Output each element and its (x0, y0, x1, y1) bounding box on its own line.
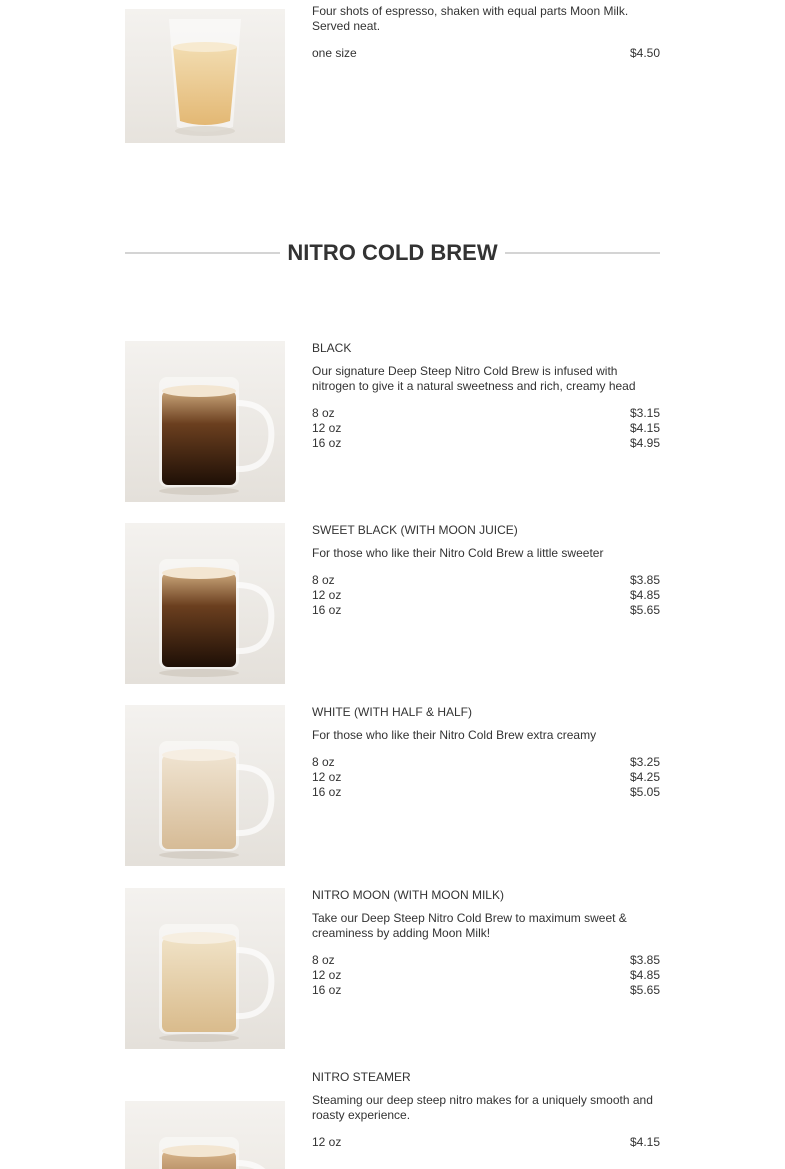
price-value: $5.05 (629, 785, 660, 799)
nitro-steamer-mug-image (125, 1070, 285, 1169)
divider-left (125, 252, 280, 254)
price-value: $4.85 (629, 968, 660, 982)
drink-photo-glass (125, 0, 285, 143)
size-label: 12 oz (312, 588, 342, 602)
item-description: For those who like their Nitro Cold Brew extra creamy (312, 728, 597, 742)
drink-photo-mug (125, 523, 285, 684)
price-row (312, 406, 660, 421)
menu-item-sweet-black (125, 523, 660, 684)
item-info (312, 1070, 660, 1150)
item-description: Four shots of espresso, shaken with equal parts Moon Milk. Served neat. (312, 4, 629, 33)
menu-item-white (125, 705, 660, 866)
price-row (312, 46, 660, 61)
item-name: NITRO MOON (WITH MOON MILK) (312, 888, 504, 902)
price-row (312, 1135, 660, 1150)
price-row (312, 421, 660, 436)
drink-photo-mug (125, 341, 285, 502)
item-name: NITRO STEAMER (312, 1070, 411, 1084)
item-description: Steaming our deep steep nitro makes for a uniquely smooth and roasty experience. (312, 1093, 653, 1122)
price-row (312, 436, 660, 451)
price-value: $5.65 (629, 603, 660, 617)
price-row (312, 603, 660, 618)
price-value: $4.50 (629, 46, 660, 60)
price-value: $4.15 (629, 421, 660, 435)
size-label: 8 oz (312, 573, 335, 587)
sweet-black-mug-image (125, 523, 285, 684)
section-title: NITRO COLD BREW (287, 240, 498, 265)
size-label: 8 oz (312, 406, 335, 420)
menu-item-top (125, 0, 660, 143)
price-row (312, 983, 660, 998)
size-label: 12 oz (312, 1135, 342, 1149)
item-description: For those who like their Nitro Cold Brew a little sweeter (312, 546, 604, 560)
price-value: $4.25 (629, 770, 660, 784)
price-row (312, 573, 660, 588)
price-value: $3.85 (629, 953, 660, 967)
item-info (312, 523, 660, 618)
menu-item-nitro-steamer (125, 1070, 660, 1169)
price-value: $5.65 (629, 983, 660, 997)
item-info (312, 4, 660, 61)
price-value: $4.15 (629, 1135, 660, 1149)
price-value: $4.85 (629, 588, 660, 602)
price-value: $3.85 (629, 573, 660, 587)
price-row (312, 968, 660, 983)
drink-photo-mug (125, 888, 285, 1049)
size-label: 8 oz (312, 953, 335, 967)
size-label: 12 oz (312, 770, 342, 784)
size-label: 16 oz (312, 436, 342, 450)
size-label: one size (312, 46, 357, 60)
price-row (312, 588, 660, 603)
price-row (312, 770, 660, 785)
divider-right (505, 252, 660, 254)
item-info (312, 705, 660, 800)
item-name: WHITE (WITH HALF & HALF) (312, 705, 472, 719)
size-label: 16 oz (312, 983, 342, 997)
price-row (312, 785, 660, 800)
item-name: SWEET BLACK (WITH MOON JUICE) (312, 523, 518, 537)
size-label: 16 oz (312, 785, 342, 799)
section-header (125, 238, 660, 268)
item-info (312, 341, 660, 451)
size-label: 12 oz (312, 421, 342, 435)
price-value: $3.15 (629, 406, 660, 420)
size-label: 12 oz (312, 968, 342, 982)
white-nitro-mug-image (125, 705, 285, 866)
price-value: $3.25 (629, 755, 660, 769)
price-row (312, 953, 660, 968)
size-label: 8 oz (312, 755, 335, 769)
price-value: $4.95 (629, 436, 660, 450)
black-nitro-mug-image (125, 341, 285, 502)
item-description: Our signature Deep Steep Nitro Cold Brew is infused with nitrogen to give it a natural sweetness and rich, creamy head (312, 364, 636, 393)
glass-drink-image (125, 0, 285, 143)
menu-item-black (125, 341, 660, 502)
price-row (312, 755, 660, 770)
menu-item-nitro-moon (125, 888, 660, 1049)
item-name: BLACK (312, 341, 352, 355)
size-label: 16 oz (312, 603, 342, 617)
item-info (312, 888, 660, 998)
item-description: Take our Deep Steep Nitro Cold Brew to maximum sweet & creaminess by adding Moon Milk! (312, 911, 627, 940)
nitro-moon-mug-image (125, 888, 285, 1049)
drink-photo-mug (125, 705, 285, 866)
drink-photo-mug (125, 1070, 285, 1169)
